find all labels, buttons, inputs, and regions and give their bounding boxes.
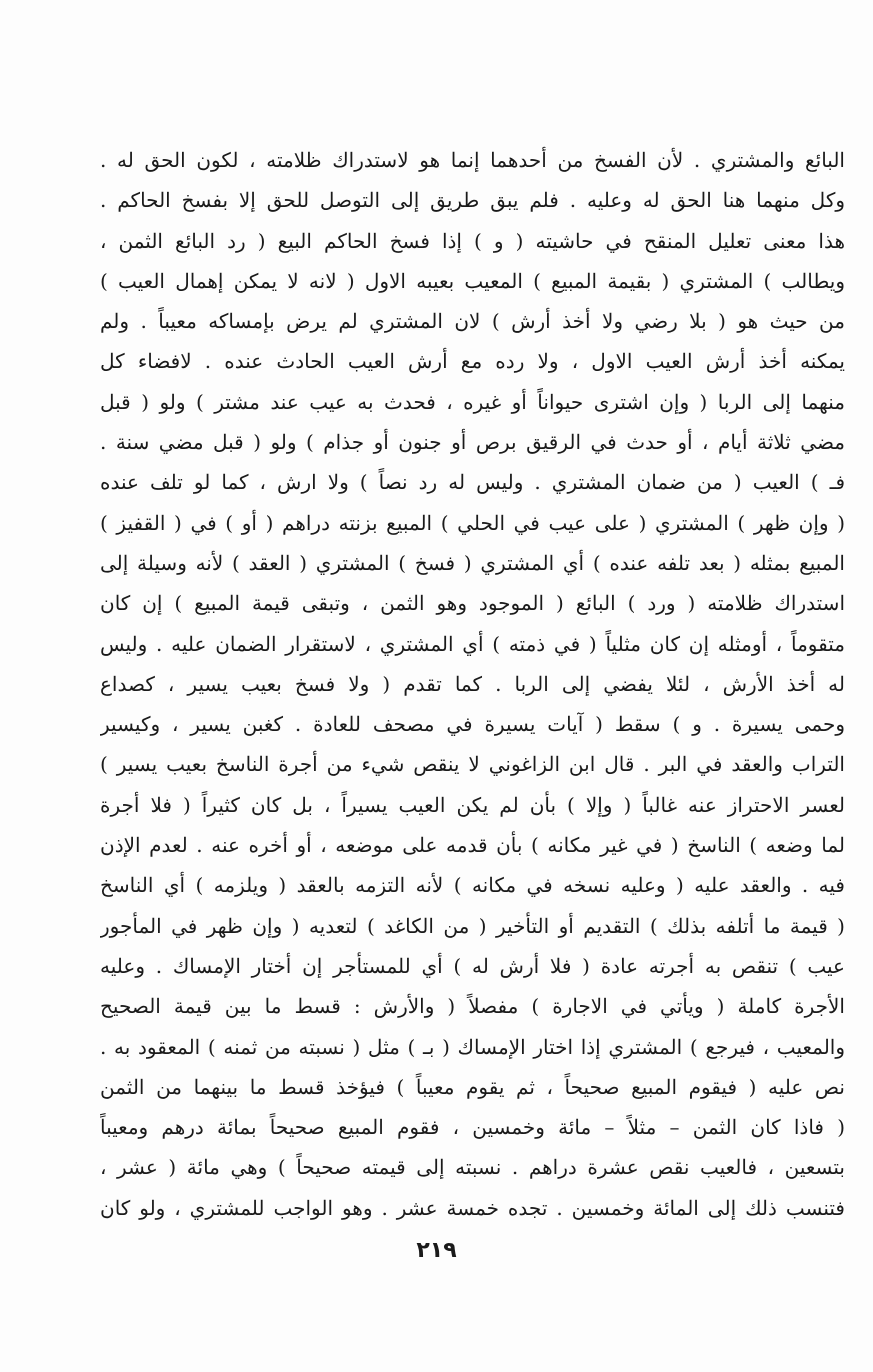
text-line: لما وضعه ) الناسخ ( في غير مكانه ) بأن قدمه على موضعه ، أو أخره عنه . لعدم الإذن [100,833,845,858]
text-line: ( فاذا كان الثمن – مثلاً – مائة وخمسين ، فقوم المبيع صحيحاً بمائة درهم ومعيباً [100,1115,845,1140]
text-line: ( قيمة ما أتلفه بذلك ) التقديم أو التأخير ( من الكاغد ) لتعديه ( وإن ظهر في المأجور [100,913,845,938]
text-line: منهما إلى الربا ( وإن اشترى حيواناً أو غيره ، فحدث به عيب عند مشتر ) ولو ( قبل [100,389,845,414]
text-line: متقوماً ، أومثله إن كان مثلياً ( في ذمته ) أي المشتري ، لاستقرار الضمان عليه . وليس [100,631,845,656]
text-line: التراب والعقد في البر . قال ابن الزاغوني لا ينقص شيء من أجرة الناسخ بعيب يسير ) [100,752,845,777]
text-line: الأجرة كاملة ( ويأتي في الاجارة ) مفصلاً ( والأرش : قسط ما بين قيمة الصحيح [100,994,845,1019]
text-line: المبيع بمثله ( بعد تلفه عنده ) أي المشتري ( فسخ ) المشتري ( العقد ) لأنه وسيلة إلى [100,550,845,575]
text-line: والمعيب ، فيرجع ) المشتري إذا اختار الإمساك ( بـ ) مثل ( نسبته من ثمنه ) المعقود به . [100,1034,845,1059]
body-text [100,140,845,1228]
text-line: بتسعين ، فالعيب نقص عشرة دراهم . نسبته إلى قيمته صحيحاً ) وهي مائة ( عشر ، [100,1155,845,1180]
text-line: من حيث هو ( بلا رضي ولا أخذ أرش ) لان المشتري لم يرض بإمساكه معيباً . ولم [100,309,845,334]
text-line: هذا معنى تعليل المنقح في حاشيته ( و ) إذا فسخ الحاكم البيع ( رد البائع الثمن ، [100,228,845,253]
text-line: استدراك ظلامته ( ورد ) البائع ( الموجود وهو الثمن ، وتبقى قيمة المبيع ) إن كان [100,591,845,616]
text-line: وكل منهما هنا الحق له وعليه . فلم يبق طريق إلى التوصل للحق إلا بفسخ الحاكم . [100,188,845,213]
text-line: ( وإن ظهر ) المشتري ( على عيب في الحلي ) المبيع بزنته دراهم ( أو ) في ( القفيز ) [100,510,845,535]
text-line: نص عليه ( فيقوم المبيع صحيحاً ، ثم يقوم معيباً ) فيؤخذ قسط ما بينهما من الثمن [100,1074,845,1099]
text-line: البائع والمشتري . لأن الفسخ من أحدهما إنما هو لاستدراك ظلامته ، لكون الحق له . [100,148,845,172]
page-number: ٢١٩ [416,1238,457,1263]
text-line: له أخذ الأرش ، لئلا يفضي إلى الربا . كما تقدم ( ولا فسخ بعيب يسير ، كصداع [100,671,845,696]
text-line: مضي ثلاثة أيام ، أو حدث في الرقيق برص أو جنون أو جذام ) ولو ( قبل مضي سنة . [100,430,845,455]
text-line: وحمى يسيرة . و ) سقط ( آيات يسيرة في مصحف للعادة . كغبن يسير ، وكيسير [100,712,845,737]
text-line: يمكنه أخذ أرش العيب الاول ، ولا رده مع أرش العيب الحادث عنده . لافضاء كل [100,349,845,374]
text-line: فـ ) العيب ( من ضمان المشتري . وليس له رد نصاً ) ولا ارش ، كما لو تلف عنده [100,470,845,495]
text-line: ويطالب ) المشتري ( بقيمة المبيع ) المعيب بعيبه الاول ( لانه لا يمكن إهمال العيب ) [100,268,845,293]
text-line: فتنسب ذلك إلى المائة وخمسين . تجده خمسة عشر . وهو الواجب للمشتري ، ولو كان [100,1195,845,1220]
text-line: فيه . والعقد عليه ( وعليه نسخه في مكانه ) لأنه التزمه بالعقد ( ويلزمه ) أي الناسخ [100,873,845,898]
text-line: لعسر الاحتراز عنه غالباً ( وإلا ) بأن لم يكن العيب يسيراً ، بل كان كثيراً ( فلا أجرة [100,792,845,817]
text-line: عيب ) تنقص به أجرته عادة ( فلا أرش له ) أي للمستأجر إن أختار الإمساك . وعليه [100,953,845,978]
